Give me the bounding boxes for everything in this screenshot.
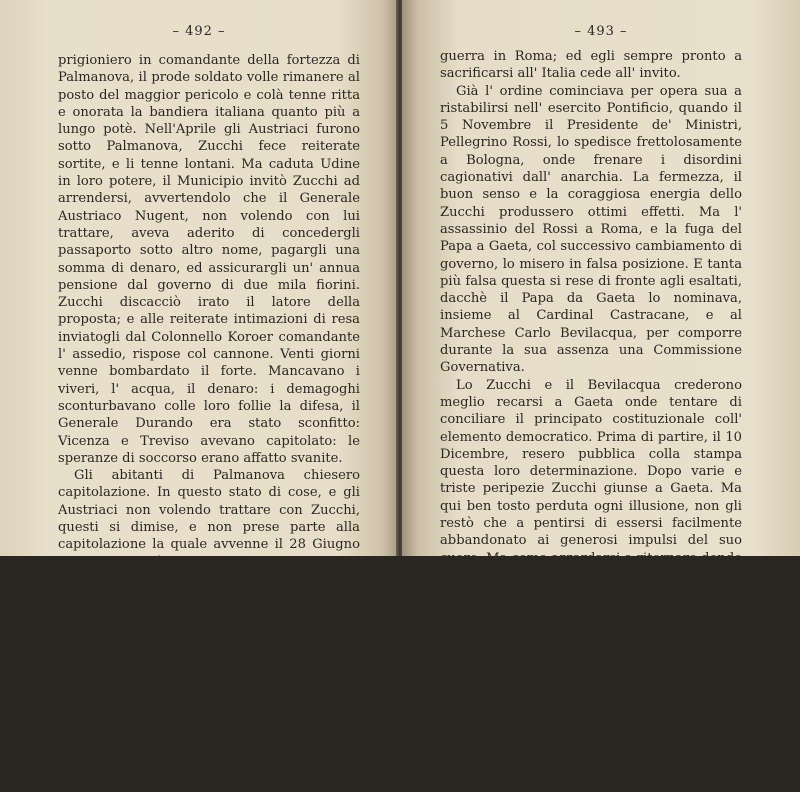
left-page [0,0,398,778]
left-paragraph-1: prigioniero in comandante della fortezza di Palmanova, il prode soldato volle rimanere al posto del maggior pericolo e colà tenne ritta e onorata la bandiera italiana quanto più a lungo potè. Nell'Aprile gli Austriaci furono sotto Palmanova, Zucchi fece reiterate sortite, e li tenne lontani. Ma caduta Udine in loro potere, il Municipio invitò Zucchi ad arrendersi, avvertendolo che il Generale Austriaco Nugent, non volendo con lui trattare, aveva aderito di concedergli passaporto sotto altro nome, pagargli una somma di denaro, ed assicurargli un' annua pensione dal governo di due mila fiorini. Zucchi discacciò irato il latore della proposta; e alle reiterate intimazioni di resa inviatogli dal Colonnello Koroer comandante l' assedio, rispose col cannone. Venti giorni venne bombardato il forte. Mancavano i viveri, l' acqua, il denaro: i demagoghi sconturbavano colle loro follie la difesa, il Generale Durando era stato sconfitto: Vicenza e Treviso avevano capitolato: le speranze di soccorso erano affatto svanite. [58,53,360,466]
right-page [402,0,800,791]
right-page-body [440,48,742,792]
left-paragraph-2: Gli abitanti di Palmanova chiesero capitolazione. In questo stato di cose, e gli Austriaci non volendo trattare con Zucchi, questi si dimise, e non prese parte alla capitolazione la quale avvenne il 28 Giugno 1848. Esso uscì libero da Palmanova insieme ai bravi cannonieri Piemontesi comandati dal valoroso Capitano Cugia. Tornato a Reggio ricevè il 4 Luglio dal Governo di Milano l' incarico di recarsi colà per consacrarsi di nuovo alla patria. Ad onta della mal ferma salute Zucchi obbedì. Ma sarà bene astenerci di ricordare qui il tormentoso periodo della sua vita dal 6 Luglio, all' Agosto del 1848. Dopo gli eventi disgraziati dell' esercito Piemontese, e del trattato Salasco; Zucchi erasi rifugiato in Lugano. Il 1.º Ottobre Pio IX.º il chiama Ministro della [58,468,360,778]
right-page-number: – 493 – [574,24,628,39]
left-page-number: – 492 – [172,24,226,39]
right-paragraph-4: Così tornò lo Zucchi a vivere come semplice privato, [440,758,742,791]
left-page-body [58,52,360,778]
right-paragraph-1: guerra in Roma; ed egli sempre pronto a sacrificarsi all' Italia cede all' invito. [440,49,742,82]
right-paragraph-2: Già l' ordine cominciava per opera sua a ristabilirsi nell' esercito Pontificio, quando il 5 Novembre il Presidente de' Ministri, Pellegrino Rossi, lo spedisce frettolosamente a Bologna, onde frenare i disordini cagionativi dall' anarchia. La fermezza, il buon senso e la coraggiosa energia dello Zucchi produssero ottimi effetti. Ma l' assassinio del Rossi a Roma, e la fuga del Papa a Gaeta, col successivo cambiamento di governo, lo misero in falsa posizione. E tanta più falsa questa si rese di fronte agli esaltati, dacchè il Papa da Gaeta lo nominava, insieme al Cardinal Castracane, e al Marchese Carlo Bevilacqua, per comporre durante la sua assenza una Commissione Governativa. [440,83,742,376]
right-paragraph-3: Lo Zucchi e il Bevilacqua crederono meglio recarsi a Gaeta onde tentare di conciliare il principato costituzionale coll' elemento democratico. Prima di partire, il 10 Dicembre, resero pubblica colla stampa questa loro determinazione. Dopo varie e triste peripezie Zucchi giunse a Gaeta. Ma qui ben tosto perduta ogni illusione, non gli restò che a pentirsi di essersi facilmente abbandonato ai generosi impulsi del suo cuore. Ma come azzardarsi a ritornare donde era partito, colla memoria dei recenti affronti e pericoli incorsi lungo la via? Ordinatogli da Pio IX.º di recarsi a Pontecorvo per assumere il comando delle truppe a lui rimaste fedeli, obbedì: ma egli sebbene amato personalmente dal Papa, era detestato come buon italiano dal Re di Napoli e dal Cardinale Antonelli: di modo che furon tali e tanti i dispiaceri da costoro procacciatigli da indurlo a chiedere la sua dimissione. [440,377,742,756]
